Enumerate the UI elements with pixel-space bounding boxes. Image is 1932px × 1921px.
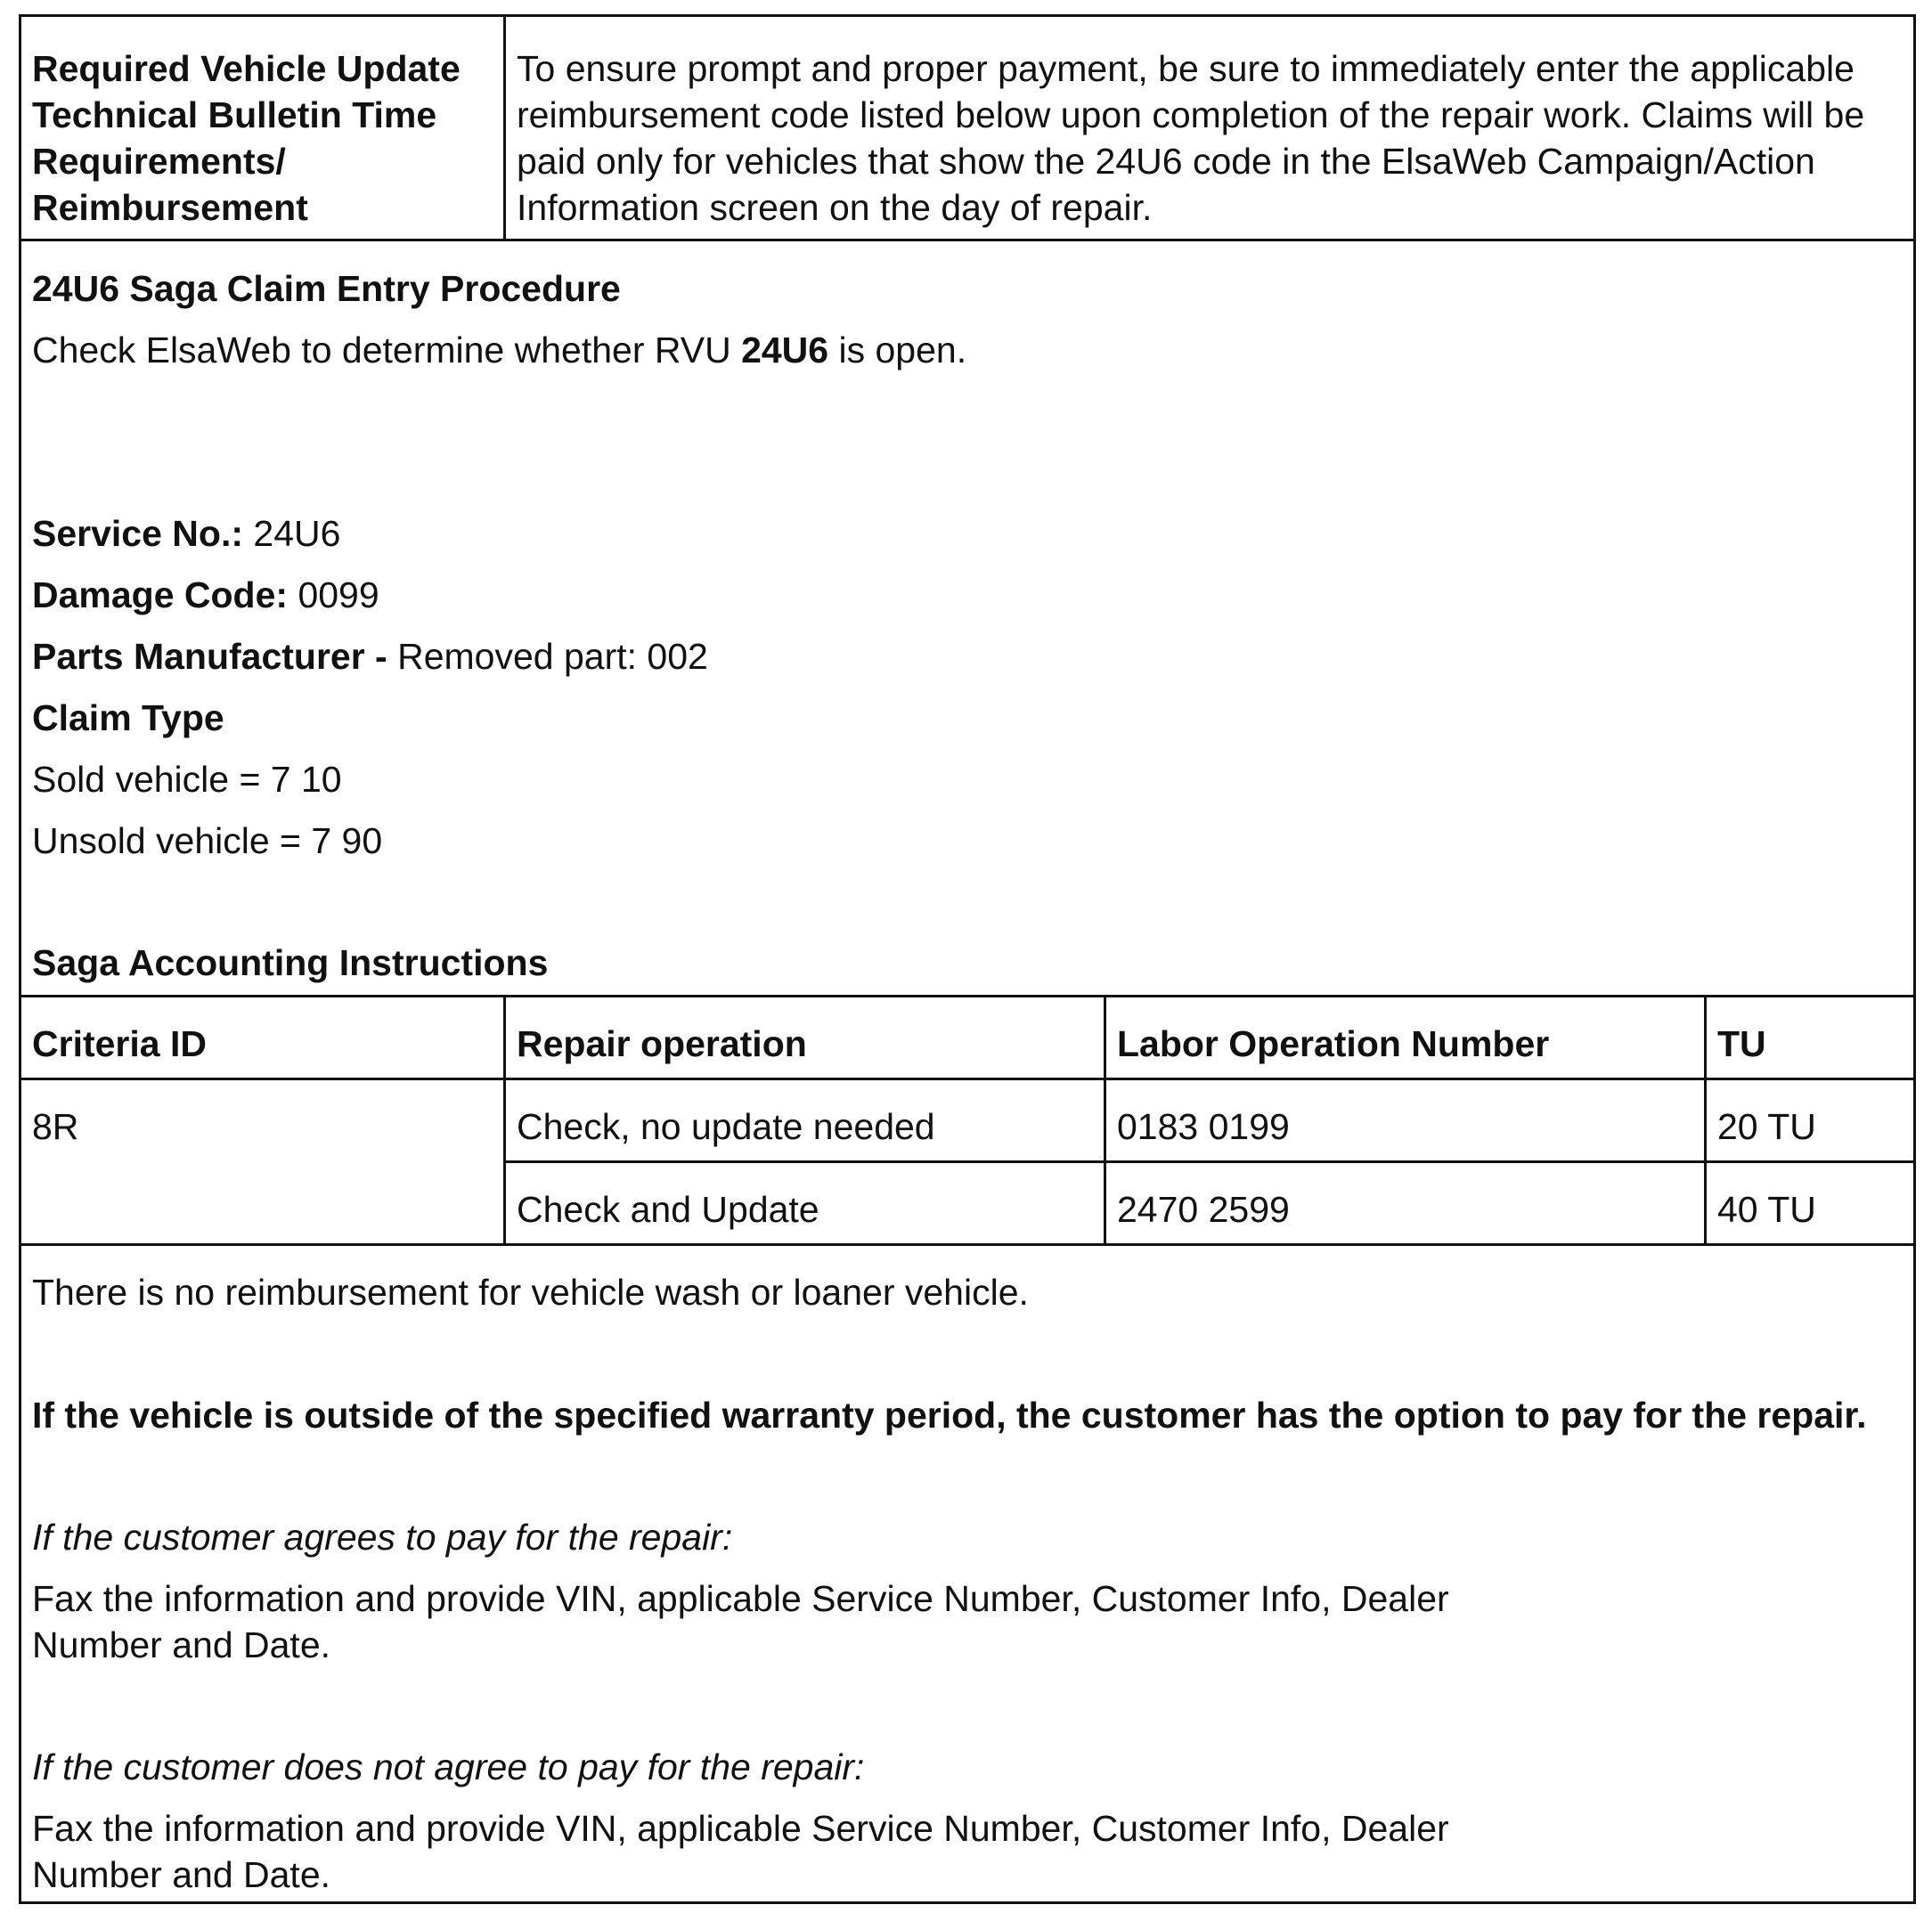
table-col-divider-3 xyxy=(1704,995,1707,1243)
header-desc-line-2: reimbursement code listed below upon completion of the repair work. Claims will be xyxy=(517,94,1865,135)
header-desc-line-1: To ensure prompt and proper payment, be sure to immediately enter the applicable xyxy=(517,48,1855,89)
agree-heading: If the customer agrees to pay for the repair: xyxy=(32,1517,733,1558)
header-desc-line-4: Information screen on the day of repair. xyxy=(517,187,1153,228)
damage-label: Damage Code: xyxy=(32,574,289,615)
table-header-criteria: Criteria ID xyxy=(32,1023,207,1064)
procedure-title: 24U6 Saga Claim Entry Procedure xyxy=(32,268,621,309)
damage-value: 0099 xyxy=(288,574,379,615)
header-label-line-2: Technical Bulletin Time xyxy=(32,94,437,135)
service-value: 24U6 xyxy=(243,513,341,554)
check-post: is open. xyxy=(828,330,967,370)
row1-tu: 20 TU xyxy=(1717,1106,1816,1147)
table-header-tu: TU xyxy=(1717,1023,1766,1064)
check-elsaweb-text xyxy=(32,327,966,373)
header-desc-line-3: paid only for vehicles that show the 24U6 code in the ElsaWeb Campaign/Action xyxy=(517,141,1815,182)
service-number xyxy=(32,510,340,557)
table-top-rule xyxy=(21,995,1913,997)
row2-labor: 2470 2599 xyxy=(1117,1189,1290,1230)
criteria-id: 8R xyxy=(32,1106,79,1147)
disagree-heading: If the customer does not agree to pay for the repair: xyxy=(32,1746,865,1787)
check-pre: Check ElsaWeb to determine whether RVU xyxy=(32,330,742,370)
table-header-operation: Repair operation xyxy=(517,1023,807,1064)
table-header-rule xyxy=(21,1078,1913,1080)
damage-code xyxy=(32,572,379,618)
header-label-line-1: Required Vehicle Update xyxy=(32,48,461,89)
check-code: 24U6 xyxy=(741,330,829,370)
parts-label: Parts Manufacturer - xyxy=(32,636,398,677)
table-col-divider-2 xyxy=(1104,995,1106,1243)
header-label-line-4: Reimbursement xyxy=(32,187,308,228)
warranty-notice: If the vehicle is outside of the specified warranty period, the customer has the option to pay for the repair. xyxy=(32,1395,1867,1436)
row2-tu: 40 TU xyxy=(1717,1189,1816,1230)
table-header-labor: Labor Operation Number xyxy=(1117,1023,1550,1064)
table-col-divider-1 xyxy=(503,995,506,1243)
header-divider xyxy=(503,17,506,239)
parts-manufacturer xyxy=(32,633,708,680)
table-row-rule xyxy=(503,1160,1913,1163)
agree-line-2: Number and Date. xyxy=(32,1624,331,1665)
claim-type-label: Claim Type xyxy=(32,697,224,738)
row2-operation: Check and Update xyxy=(517,1189,819,1230)
accounting-title: Saga Accounting Instructions xyxy=(32,942,549,983)
row1-operation: Check, no update needed xyxy=(517,1106,935,1147)
row1-labor: 0183 0199 xyxy=(1117,1106,1290,1147)
parts-value: Removed part: 002 xyxy=(397,636,708,677)
no-reimbursement-note: There is no reimbursement for vehicle wash or loaner vehicle. xyxy=(32,1272,1029,1313)
disagree-line-1: Fax the information and provide VIN, applicable Service Number, Customer Info, Dealer xyxy=(32,1808,1449,1849)
header-bottom-rule xyxy=(21,239,1913,241)
disagree-line-2: Number and Date. xyxy=(32,1854,331,1895)
header-label-line-3: Requirements/ xyxy=(32,141,286,182)
table-bottom-rule xyxy=(21,1243,1913,1246)
unsold-vehicle: Unsold vehicle = 7 90 xyxy=(32,820,383,861)
bulletin-document xyxy=(19,14,1916,1904)
service-label: Service No.: xyxy=(32,513,243,554)
agree-line-1: Fax the information and provide VIN, applicable Service Number, Customer Info, Dealer xyxy=(32,1578,1449,1619)
sold-vehicle: Sold vehicle = 7 10 xyxy=(32,759,342,800)
